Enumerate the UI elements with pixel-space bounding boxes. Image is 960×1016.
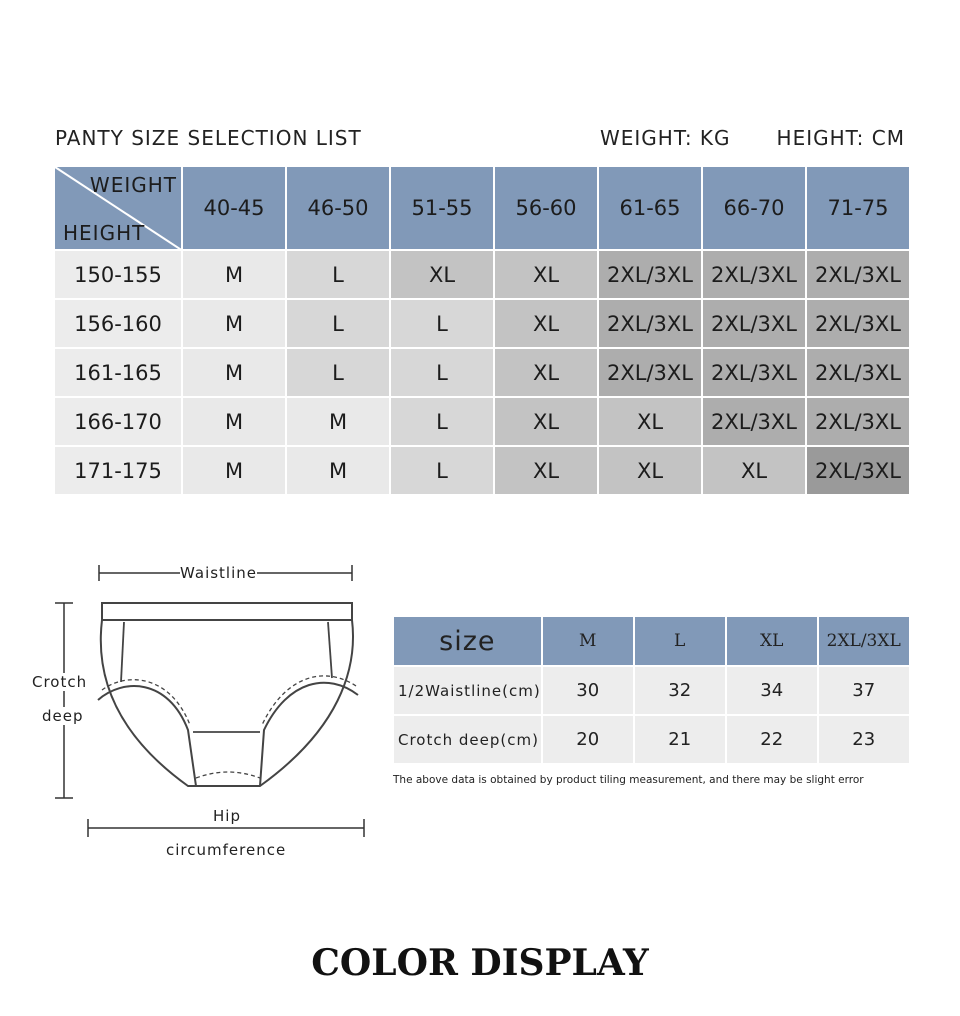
size-column-header: L bbox=[634, 616, 726, 666]
size-cell: L bbox=[390, 446, 494, 495]
table-row bbox=[54, 348, 910, 397]
size-cell: 2XL/3XL bbox=[702, 250, 806, 299]
height-row-header: 150-155 bbox=[54, 250, 182, 299]
size-cell: 2XL/3XL bbox=[598, 299, 702, 348]
measurement-value: 32 bbox=[634, 666, 726, 715]
weight-column-header: 46-50 bbox=[286, 166, 390, 250]
size-selection-table bbox=[53, 165, 911, 496]
measurement-note: The above data is obtained by product tiling measurement, and there may be slight error bbox=[393, 774, 864, 786]
table-row bbox=[54, 250, 910, 299]
weight-column-header: 66-70 bbox=[702, 166, 806, 250]
measurement-header-row bbox=[393, 616, 910, 666]
hip-label: Hip bbox=[209, 807, 245, 825]
size-cell: 2XL/3XL bbox=[806, 348, 910, 397]
measurement-value: 20 bbox=[542, 715, 634, 764]
size-cell: M bbox=[286, 397, 390, 446]
size-cell: 2XL/3XL bbox=[806, 397, 910, 446]
size-cell: L bbox=[286, 348, 390, 397]
weight-column-header: 71-75 bbox=[806, 166, 910, 250]
units-legend bbox=[600, 126, 905, 150]
size-cell: 2XL/3XL bbox=[598, 348, 702, 397]
measurement-value: 34 bbox=[726, 666, 818, 715]
crotch-label: Crotch bbox=[32, 673, 88, 691]
size-cell: XL bbox=[494, 397, 598, 446]
size-cell: XL bbox=[702, 446, 806, 495]
page-title: PANTY SIZE SELECTION LIST bbox=[55, 126, 362, 150]
height-unit-label: HEIGHT: CM bbox=[776, 126, 905, 150]
size-cell: XL bbox=[598, 446, 702, 495]
size-cell: L bbox=[286, 250, 390, 299]
table-row bbox=[393, 666, 910, 715]
size-cell: L bbox=[286, 299, 390, 348]
size-cell: M bbox=[286, 446, 390, 495]
corner-height-label: HEIGHT bbox=[63, 221, 146, 245]
weight-column-header: 51-55 bbox=[390, 166, 494, 250]
panty-measurement-diagram bbox=[28, 560, 378, 870]
height-row-header: 161-165 bbox=[54, 348, 182, 397]
weight-unit-label: WEIGHT: KG bbox=[599, 126, 731, 150]
size-cell: XL bbox=[494, 250, 598, 299]
measurement-value: 23 bbox=[818, 715, 910, 764]
hip-circumference-label: circumference bbox=[166, 841, 287, 859]
size-column-header: M bbox=[542, 616, 634, 666]
table-header-row bbox=[54, 166, 910, 250]
color-display-heading: COLOR DISPLAY bbox=[311, 942, 649, 984]
table-row bbox=[54, 299, 910, 348]
measurement-row-label: 1/2Waistline(cm) bbox=[393, 666, 542, 715]
size-cell: 2XL/3XL bbox=[702, 348, 806, 397]
size-cell: L bbox=[390, 299, 494, 348]
size-cell: M bbox=[182, 397, 286, 446]
weight-column-header: 56-60 bbox=[494, 166, 598, 250]
size-cell: XL bbox=[598, 397, 702, 446]
size-cell: 2XL/3XL bbox=[702, 299, 806, 348]
size-cell: M bbox=[182, 348, 286, 397]
size-cell: L bbox=[390, 397, 494, 446]
height-row-header: 156-160 bbox=[54, 299, 182, 348]
measurement-table bbox=[392, 615, 911, 765]
size-cell: M bbox=[182, 250, 286, 299]
measurement-value: 30 bbox=[542, 666, 634, 715]
size-header-label: size bbox=[393, 616, 542, 666]
size-cell: 2XL/3XL bbox=[598, 250, 702, 299]
size-cell: M bbox=[182, 299, 286, 348]
size-cell: 2XL/3XL bbox=[806, 446, 910, 495]
size-cell: XL bbox=[494, 446, 598, 495]
waistline-label: Waistline bbox=[180, 564, 257, 582]
height-row-header: 166-170 bbox=[54, 397, 182, 446]
table-row bbox=[54, 446, 910, 495]
measurement-value: 37 bbox=[818, 666, 910, 715]
size-cell: 2XL/3XL bbox=[806, 250, 910, 299]
size-column-header: 2XL/3XL bbox=[818, 616, 910, 666]
size-cell: 2XL/3XL bbox=[806, 299, 910, 348]
measurement-row-label: Crotch deep(cm) bbox=[393, 715, 542, 764]
measurement-value: 21 bbox=[634, 715, 726, 764]
table-row bbox=[393, 715, 910, 764]
size-cell: M bbox=[182, 446, 286, 495]
weight-column-header: 61-65 bbox=[598, 166, 702, 250]
size-cell: XL bbox=[494, 348, 598, 397]
size-cell: XL bbox=[390, 250, 494, 299]
corner-cell bbox=[54, 166, 182, 250]
crotch-deep-label: deep bbox=[42, 707, 84, 725]
measurement-value: 22 bbox=[726, 715, 818, 764]
size-cell: L bbox=[390, 348, 494, 397]
size-cell: XL bbox=[494, 299, 598, 348]
corner-weight-label: WEIGHT bbox=[89, 173, 177, 197]
height-row-header: 171-175 bbox=[54, 446, 182, 495]
table-row bbox=[54, 397, 910, 446]
size-cell: 2XL/3XL bbox=[702, 397, 806, 446]
weight-column-header: 40-45 bbox=[182, 166, 286, 250]
size-column-header: XL bbox=[726, 616, 818, 666]
